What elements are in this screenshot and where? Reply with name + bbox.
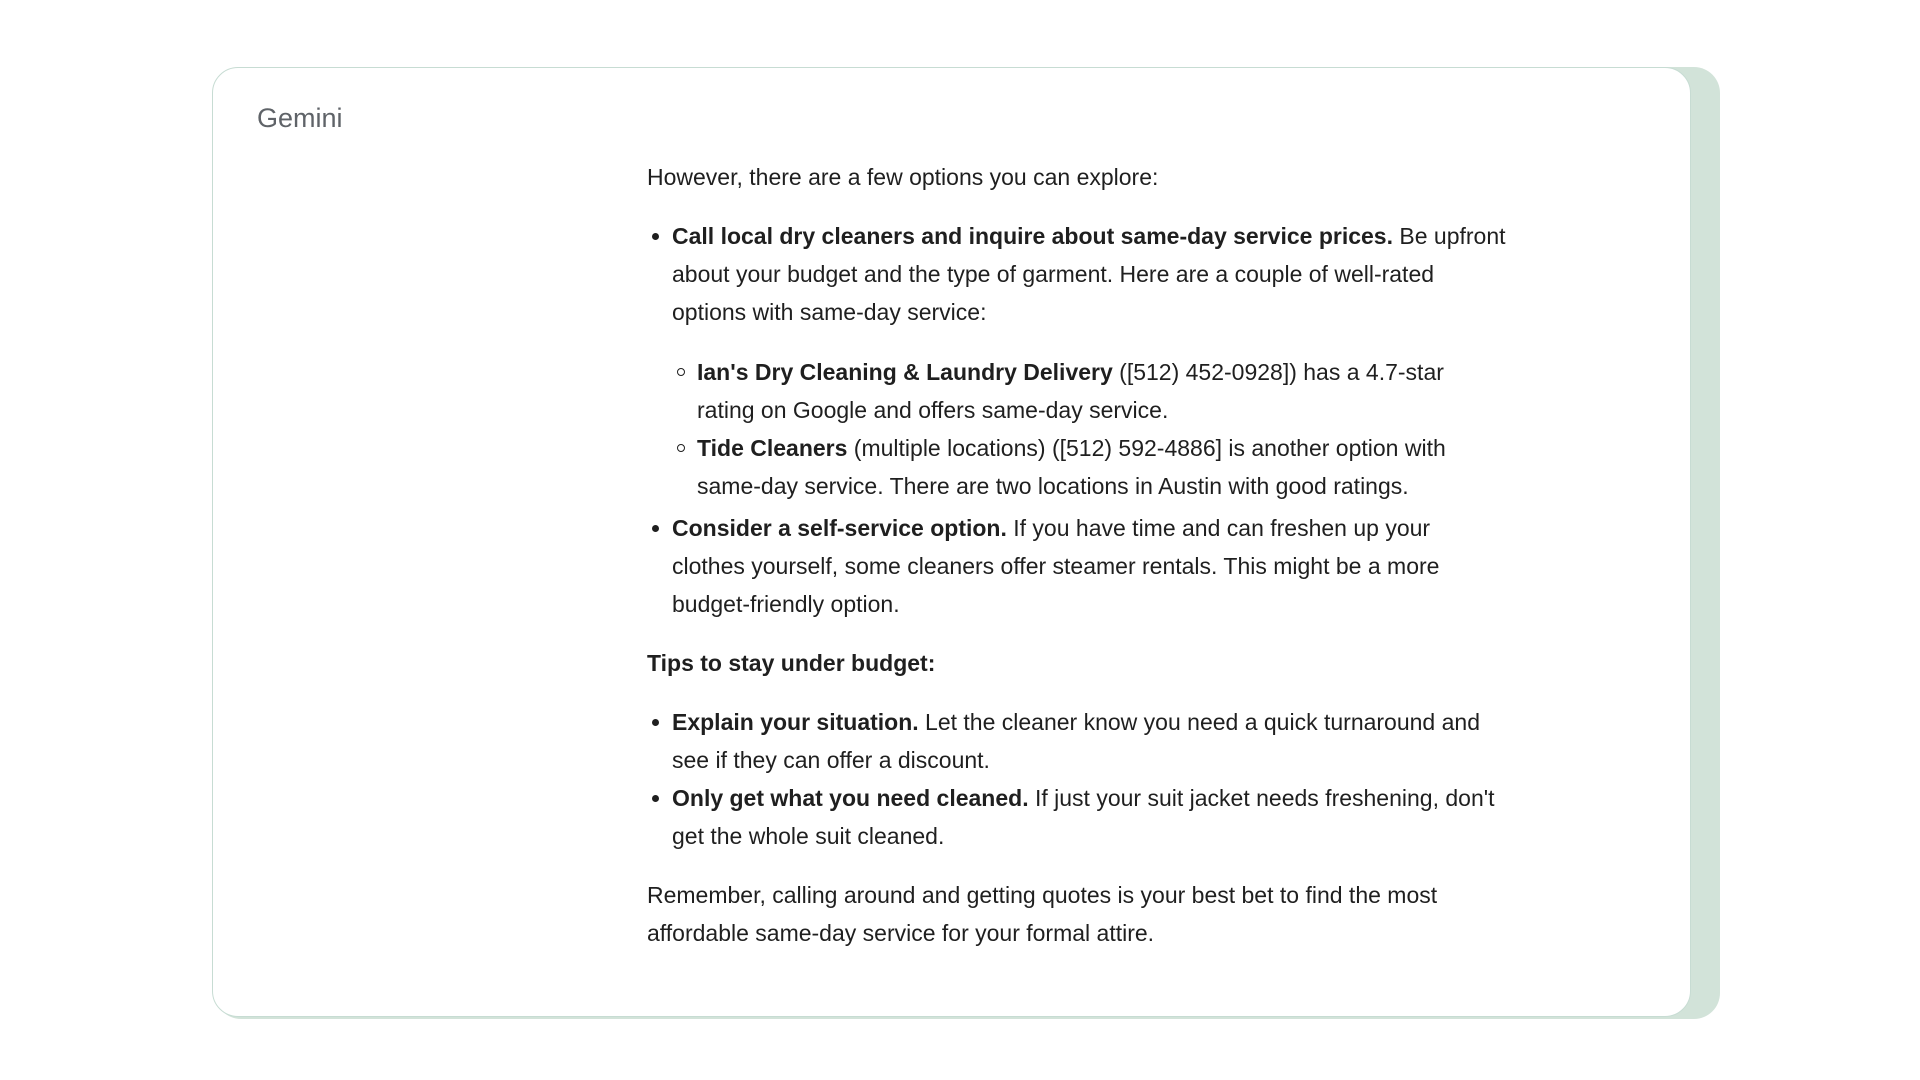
tip-title: Explain your situation. <box>672 709 919 735</box>
list-item-explain <box>647 703 1507 779</box>
cleaner-name: Tide Cleaners <box>697 435 848 461</box>
list-item-call-cleaners <box>647 217 1507 505</box>
intro-text: However, there are a few options you can explore: <box>647 164 1159 190</box>
option-text: If you have time and can freshen up your clothes yourself, some cleaners offer steamer rentals. This might be a more budget-friendly option. <box>672 515 1440 617</box>
brand-label: Gemini <box>257 103 343 133</box>
cleaners-sublist <box>672 353 1507 505</box>
response-card <box>212 67 1691 1017</box>
tips-heading: Tips to stay under budget: <box>647 650 936 676</box>
cleaner-name: Ian's Dry Cleaning & Laundry Delivery <box>697 359 1113 385</box>
tip-title: Only get what you need cleaned. <box>672 785 1029 811</box>
option-title: Call local dry cleaners and inquire about same-day service prices. <box>672 223 1393 249</box>
tip-text: Let the cleaner know you need a quick turnaround and see if they can offer a discount. <box>672 709 1480 773</box>
cleaner-details: ([512) 452-0928]) has a 4.7-star rating on Google and offers same-day service. <box>697 359 1444 423</box>
outro-text: Remember, calling around and getting quotes is your best bet to find the most affordable same-day service for your formal attire. <box>647 882 1438 946</box>
tips-list <box>647 703 1507 855</box>
cleaner-details: (multiple locations) ([512) 592-4886] is another option with same-day service. There are two locations in Austin with good ratings. <box>697 435 1446 499</box>
list-item-self-service <box>647 509 1507 623</box>
sublist-item-ians <box>672 353 1507 429</box>
list-item-only-needed <box>647 779 1507 855</box>
option-title: Consider a self-service option. <box>672 515 1007 541</box>
response-content <box>647 158 1507 952</box>
sublist-item-tide <box>672 429 1507 505</box>
tip-text: If just your suit jacket needs freshening, don't get the whole suit cleaned. <box>672 785 1495 849</box>
option-text: Be upfront about your budget and the type of garment. Here are a couple of well-rated options with same-day service: <box>672 223 1506 325</box>
options-list <box>647 217 1507 623</box>
